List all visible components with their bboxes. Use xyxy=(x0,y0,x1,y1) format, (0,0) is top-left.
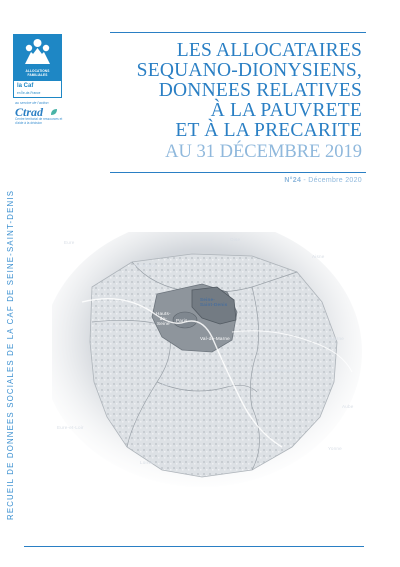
title-line: SEQUANO-DIONYSIENS, xyxy=(136,60,362,81)
title-line: ET À LA PRECARITE xyxy=(175,120,362,141)
map-label-hds-part3: Seine xyxy=(156,321,170,326)
map-label-aube: Aube xyxy=(342,404,354,409)
title-line: DONNEES RELATIVES xyxy=(158,80,362,101)
title-top-rule xyxy=(110,32,366,33)
map-label-hauts-de-seine xyxy=(156,311,171,326)
issue-info xyxy=(284,177,362,184)
ile-de-france-map xyxy=(52,232,362,487)
map-label-ssd-part2: Saint-Denis xyxy=(200,302,228,307)
map-graphic xyxy=(52,232,362,487)
map-label-val-doise: Val-d'Oise xyxy=(134,263,157,268)
map-label-essonne: Essonne xyxy=(162,382,182,387)
map-label-ssd-part1: Seine- xyxy=(200,297,215,302)
map-label-paris: Paris xyxy=(176,318,188,323)
map-label-seine-saint-denis xyxy=(200,297,227,307)
ctrad-leaf-icon xyxy=(50,108,58,116)
caf-label-line1: ALLOCATIONS xyxy=(25,69,50,73)
issue-number: N°24 xyxy=(284,177,302,184)
map-label-hds-part2: de- xyxy=(159,316,167,321)
map-label-eure-et-loir: Eure-et-Loir xyxy=(57,425,84,430)
side-series-title: RECUEIL DE DONNEES SOCIALES DE LA CAF DE SEINE-SAINT-DENIS xyxy=(6,189,15,520)
issue-date: Décembre 2020 xyxy=(308,177,362,184)
map-label-yonne: Yonne xyxy=(328,446,342,451)
map-label-oise: Oise xyxy=(230,237,241,242)
map-label-seine-et-marne: Seine-et-Marne xyxy=(257,368,292,373)
issue-separator: - xyxy=(301,177,309,184)
ctrad-logo: Ctrad xyxy=(15,105,44,119)
caf-label-line2: FAMILIALES xyxy=(27,72,48,77)
ctrad-tagline: au service de l'action xyxy=(15,101,49,105)
caf-region-box xyxy=(13,80,62,98)
caf-family-icon xyxy=(21,38,54,68)
bottom-rule xyxy=(24,546,364,547)
map-label-eure: Eure xyxy=(64,240,75,245)
map-label-marne: Marne xyxy=(330,336,345,341)
caf-logo xyxy=(13,34,62,98)
caf-sub-region: en Île-de-France xyxy=(17,91,41,95)
title-line: LES ALLOCATAIRES xyxy=(176,40,362,61)
caf-sub-title: la Caf xyxy=(17,83,34,89)
map-label-aisne: Aisne xyxy=(312,254,325,259)
document-subtitle: AU 31 DÉCEMBRE 2019 xyxy=(165,142,362,162)
document-title xyxy=(112,41,362,141)
issue-rule xyxy=(110,172,366,173)
map-label-val-de-marne: Val-de-Marne xyxy=(200,336,230,341)
map-label-loiret: Loiret xyxy=(140,460,153,465)
map-label-yvelines: Yvelines xyxy=(98,324,117,329)
map-label-hds-part1: Hauts- xyxy=(156,311,171,316)
title-line: À LA PAUVRETE xyxy=(210,100,362,121)
ctrad-subtitle: Centre territorial de ressources et d'aide à la décision xyxy=(15,117,63,125)
caf-logo-label xyxy=(15,70,60,77)
